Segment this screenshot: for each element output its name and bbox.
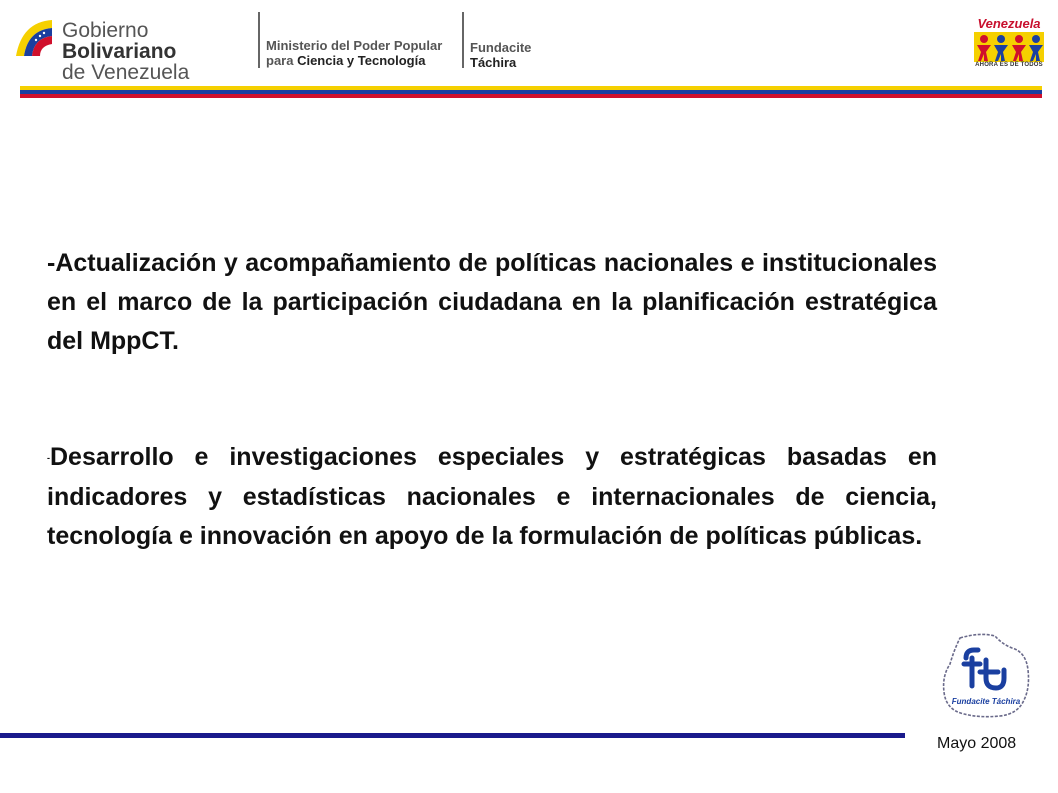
header-separator [462,12,464,68]
header-separator [258,12,260,68]
paragraph-politicas: -Actualización y acompañamiento de políticas nacionales e institucionales en el marco de la participación ciudadana en la planificación estratégica del MppCT. [47,249,937,355]
people-figures-icon [974,32,1044,62]
header [0,0,1058,100]
fundacite-logo-text: Fundacite Táchira [951,697,1021,706]
venezuela-ahora-es-de-todos-logo: Venezuela AHORA ES DE TODOS [975,16,1043,68]
venezuela-flag-icon [12,16,56,60]
footer-line [0,733,905,738]
gobierno-text: Gobierno Bolivariano de Venezuela [62,19,190,84]
paragraph-dash: - [47,452,50,463]
paragraph-desarrollo [47,438,937,556]
footer-date: Mayo 2008 [937,735,1017,752]
red-stripe [20,94,1042,98]
ministerio-text: Ministerio del Poder Popular para Ciencia y Tecnología [266,38,443,68]
paragraph-desarrollo-text: Desarrollo e investigaciones especiales y estratégicas basadas en indicadores y estadísticas nacionales e internacionales de ciencia, tecnología e innovación en apoyo de la formulación de políticas públicas. [47,443,937,550]
flag-stripe-bar [20,86,1042,98]
gobierno-bolivariano-logo [12,12,252,84]
fundacite-tachira-logo [940,630,1032,722]
fundacite-header-text: Fundacite Táchira [470,40,532,70]
